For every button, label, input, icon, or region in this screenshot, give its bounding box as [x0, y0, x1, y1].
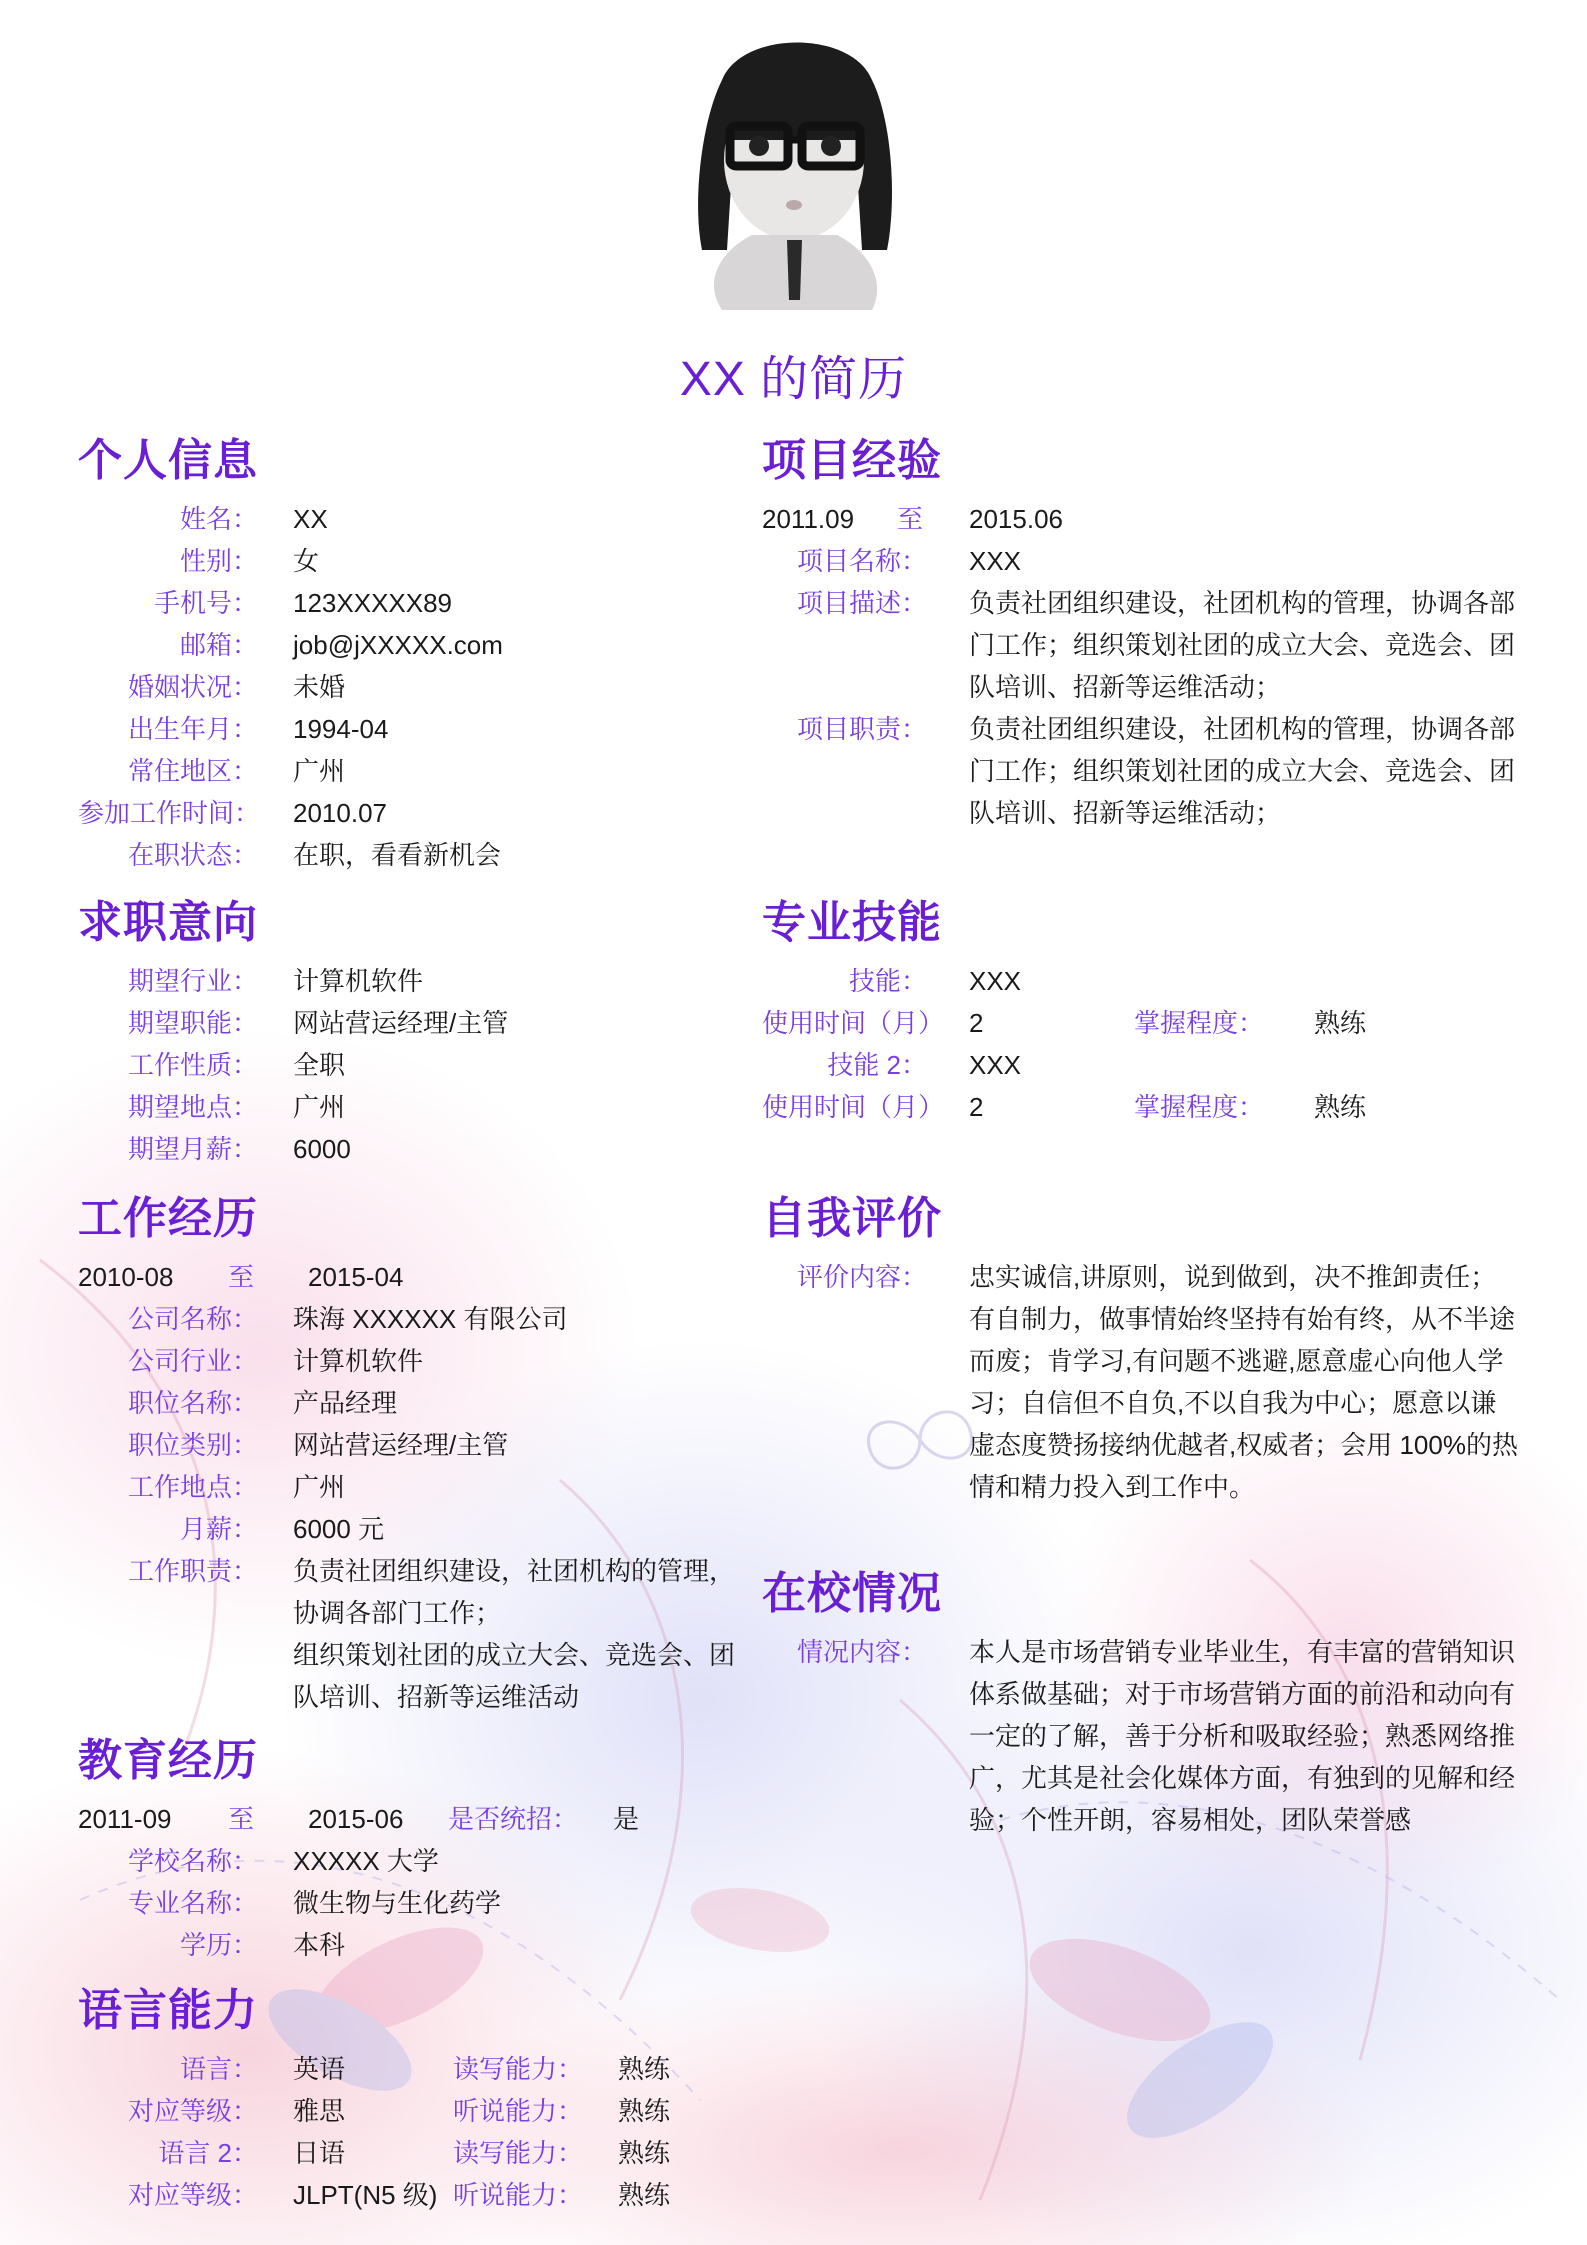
- field-value: 计算机软件: [293, 1346, 424, 1376]
- field-value: 全职: [293, 1050, 346, 1080]
- edu-date-range: [78, 1798, 748, 1840]
- to-label: 至: [897, 504, 924, 534]
- field-label: 出生年月：: [127, 714, 258, 744]
- field-value: 产品经理: [293, 1388, 398, 1418]
- section-heading: 求职意向: [78, 898, 258, 947]
- section-job-intention: [78, 892, 748, 1170]
- resume-title: XX 的简历: [679, 353, 908, 406]
- section-heading: 在校情况: [762, 1569, 942, 1618]
- skill-row: [762, 960, 1522, 1002]
- field-value: 熟练: [1314, 1008, 1367, 1038]
- language-row: [78, 2132, 748, 2174]
- section-heading: 自我评价: [762, 1194, 942, 1243]
- field-value: 忠实诚信,讲原则，说到做到，决不推卸责任；有自制力，做事情始终坚持有始有终，从不半途而废；肯学习,有问题不逃避,愿意虚心向他人学习；自信但不自负,不以自我为中心；愿意以谦虚态度赞扬接纳优越者,权威者；会用 100%的热情和精力投入到工作中。: [969, 1262, 1518, 1502]
- field-label: 语言：: [179, 2054, 258, 2084]
- field-value: 珠海 XXXXXX 有限公司: [293, 1304, 568, 1334]
- language-row: [78, 2090, 748, 2132]
- field-value: 熟练: [1314, 1092, 1367, 1122]
- field-label: 评价内容：: [796, 1262, 927, 1292]
- field-value: 广州: [293, 1472, 346, 1502]
- section-language: [78, 1980, 748, 2216]
- unified-label: 是否统招：: [448, 1804, 579, 1834]
- field-label: 项目职责：: [796, 714, 927, 744]
- field-value: XXX: [969, 966, 1022, 996]
- field-label: 对应等级：: [127, 2180, 258, 2210]
- info-row-gender: [78, 540, 748, 582]
- field-label: 职位类别：: [127, 1430, 258, 1460]
- field-label: 性别：: [179, 546, 258, 576]
- field-label: 期望月薪：: [127, 1134, 258, 1164]
- project-name-row: [762, 540, 1522, 582]
- section-work-experience: [78, 1188, 748, 1718]
- field-value: XXX: [969, 546, 1022, 576]
- end-date: 2015-06: [308, 1804, 404, 1834]
- field-label: 项目描述：: [796, 588, 927, 618]
- field-value: 123XXXXX89: [293, 588, 453, 618]
- language-row: [78, 2174, 748, 2216]
- section-heading: 工作经历: [78, 1194, 258, 1243]
- field-label: 掌握程度：: [1134, 1008, 1265, 1038]
- field-label: 在职状态：: [127, 840, 258, 870]
- field-value: 2010.07: [293, 798, 387, 828]
- section-campus: [762, 1563, 1522, 1841]
- field-label: 听说能力：: [453, 2180, 584, 2210]
- field-value: 本人是市场营销专业毕业生，有丰富的营销知识体系做基础；对于市场营销方面的前沿和动向有一定的了解，善于分析和吸取经验；熟悉网络推广，尤其是社会化媒体方面，有独到的见解和经验；个性开朗，容易相处，团队荣誉感: [969, 1637, 1516, 1835]
- end-date: 2015-04: [308, 1262, 404, 1292]
- field-label: 婚姻状况：: [127, 672, 258, 702]
- section-heading: 项目经验: [762, 436, 942, 485]
- unified-value: 是: [613, 1804, 640, 1834]
- project-date-range: [762, 498, 1522, 540]
- field-value: XX: [293, 504, 328, 534]
- field-label: 对应等级：: [127, 2096, 258, 2126]
- field-value: 网站营运经理/主管: [293, 1008, 509, 1038]
- duty-paragraph: 组织策划社团的成立大会、竞选会、团队培训、招新等运维活动: [293, 1640, 736, 1712]
- info-row-status: [78, 834, 748, 876]
- field-label: 情况内容：: [796, 1637, 927, 1667]
- work-row: [78, 1466, 748, 1508]
- field-value: JLPT(N5 级): [293, 2180, 438, 2210]
- field-value: 微生物与生化药学: [293, 1888, 502, 1918]
- skill-time-row: [762, 1002, 1522, 1044]
- field-value: 本科: [293, 1930, 346, 1960]
- field-value: 雅思: [293, 2096, 346, 2126]
- field-label: 公司行业：: [127, 1346, 258, 1376]
- info-row-work-start: [78, 792, 748, 834]
- work-row: [78, 1424, 748, 1466]
- intention-row: [78, 1002, 748, 1044]
- field-label: 月薪：: [179, 1514, 258, 1544]
- section-heading: 语言能力: [78, 1986, 258, 2035]
- info-row-name: [78, 498, 748, 540]
- field-label: 学校名称：: [127, 1846, 258, 1876]
- field-label: 读写能力：: [453, 2054, 584, 2084]
- end-date: 2015.06: [969, 504, 1063, 534]
- field-label: 技能：: [848, 966, 927, 996]
- field-value: 负责社团组织建设，社团机构的管理，协调各部门工作；组织策划社团的成立大会、竞选会、团队培训、招新等运维活动；: [969, 714, 1516, 828]
- field-value: 熟练: [618, 2096, 671, 2126]
- section-personal-info: [78, 430, 748, 876]
- language-row: [78, 2048, 748, 2090]
- field-value: 熟练: [618, 2180, 671, 2210]
- field-value: 日语: [293, 2138, 346, 2168]
- section-education: [78, 1730, 748, 1966]
- work-row: [78, 1382, 748, 1424]
- field-value: 未婚: [293, 672, 346, 702]
- field-value: 负责社团组织建设，社团机构的管理，协调各部门工作；组织策划社团的成立大会、竞选会、团队培训、招新等运维活动；: [969, 588, 1516, 702]
- field-label: 姓名：: [179, 504, 258, 534]
- field-value: 女: [293, 546, 320, 576]
- avatar: [662, 0, 926, 322]
- field-label: 期望职能：: [127, 1008, 258, 1038]
- start-date: 2011.09: [762, 504, 855, 534]
- field-value: 2: [969, 1092, 984, 1122]
- field-value: 广州: [293, 756, 346, 786]
- field-value: 6000: [293, 1134, 351, 1164]
- field-value: 在职，看看新机会: [293, 840, 502, 870]
- skill-time-row: [762, 1086, 1522, 1128]
- section-heading: 专业技能: [762, 898, 942, 947]
- info-row-marital: [78, 666, 748, 708]
- start-date: 2010-08: [78, 1262, 174, 1292]
- to-label: 至: [228, 1262, 255, 1292]
- self-eval-row: [762, 1256, 1522, 1508]
- field-label: 读写能力：: [453, 2138, 584, 2168]
- work-row: [78, 1298, 748, 1340]
- project-duty-row: [762, 708, 1522, 834]
- intention-row: [78, 960, 748, 1002]
- edu-row: [78, 1882, 748, 1924]
- field-label: 学历：: [179, 1930, 258, 1960]
- start-date: 2011-09: [78, 1804, 172, 1834]
- field-label: 技能 2：: [827, 1050, 927, 1080]
- field-label: 公司名称：: [127, 1304, 258, 1334]
- field-label: 工作职责：: [127, 1556, 258, 1586]
- field-label: 常住地区：: [127, 756, 258, 786]
- field-label: 工作地点：: [127, 1472, 258, 1502]
- field-value: 英语: [293, 2054, 346, 2084]
- field-value: 熟练: [618, 2138, 671, 2168]
- to-label: 至: [228, 1804, 255, 1834]
- field-value: XXX: [969, 1050, 1022, 1080]
- section-self-evaluation: [762, 1188, 1522, 1508]
- work-date-range: [78, 1256, 748, 1298]
- info-row-birth: [78, 708, 748, 750]
- field-label: 项目名称：: [796, 546, 927, 576]
- field-value: 网站营运经理/主管: [293, 1430, 509, 1460]
- field-value: 6000 元: [293, 1514, 385, 1544]
- edu-row: [78, 1924, 748, 1966]
- section-skills: [762, 892, 1522, 1128]
- field-label: 专业名称：: [127, 1888, 258, 1918]
- skill-row: [762, 1044, 1522, 1086]
- field-label: 期望地点：: [127, 1092, 258, 1122]
- field-value: 熟练: [618, 2054, 671, 2084]
- field-value: 广州: [293, 1092, 346, 1122]
- field-label: 工作性质：: [127, 1050, 258, 1080]
- field-value: 2: [969, 1008, 984, 1038]
- section-heading: 教育经历: [78, 1736, 258, 1785]
- field-label: 掌握程度：: [1134, 1092, 1265, 1122]
- field-label: 使用时间（月）: [762, 1008, 945, 1038]
- field-label: 邮箱：: [179, 630, 258, 660]
- field-label: 期望行业：: [127, 966, 258, 996]
- field-label: 使用时间（月）: [762, 1092, 945, 1122]
- field-label: 听说能力：: [453, 2096, 584, 2126]
- field-value: XXXXX 大学: [293, 1846, 439, 1876]
- intention-row: [78, 1128, 748, 1170]
- email-value[interactable]: job@jXXXXX.com: [293, 630, 503, 660]
- project-desc-row: [762, 582, 1522, 708]
- section-heading: 个人信息: [78, 436, 258, 485]
- work-duty-row: [78, 1550, 748, 1718]
- field-label: 语言 2：: [158, 2138, 258, 2168]
- duty-paragraph: 负责社团组织建设，社团机构的管理，协调各部门工作；: [293, 1556, 736, 1628]
- intention-row: [78, 1086, 748, 1128]
- info-row-location: [78, 750, 748, 792]
- field-value: 计算机软件: [293, 966, 424, 996]
- edu-row: [78, 1840, 748, 1882]
- campus-row: [762, 1631, 1522, 1841]
- info-row-phone: [78, 582, 748, 624]
- info-row-email: [78, 624, 748, 666]
- field-label: 手机号：: [153, 588, 258, 618]
- work-duty-text: [293, 1550, 743, 1718]
- field-label: 职位名称：: [127, 1388, 258, 1418]
- work-row: [78, 1508, 748, 1550]
- field-value: 1994-04: [293, 714, 389, 744]
- work-row: [78, 1340, 748, 1382]
- section-project-experience: [762, 430, 1522, 834]
- intention-row: [78, 1044, 748, 1086]
- field-label: 参加工作时间：: [78, 798, 261, 828]
